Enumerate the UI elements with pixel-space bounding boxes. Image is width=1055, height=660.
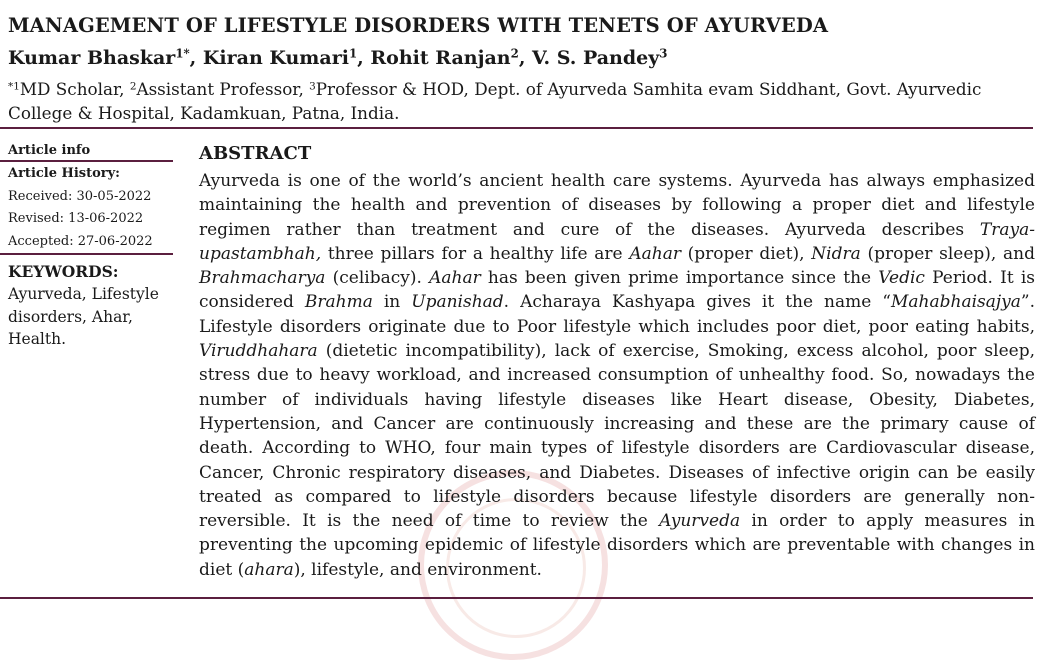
article-info-sidebar (8, 143, 168, 351)
abstract-text: (celibacy). (325, 268, 430, 289)
abstract-text: Ayurveda is one of the world’s ancient health care systems. Ayurveda has always emphasized maintaining the health and prevention of diseases by following a proper diet and lifestyle regimen rather than treatment and cure of the diseases. Ayurveda describes (199, 171, 1035, 240)
abstract-italic-term: Brahmacharya (199, 268, 326, 289)
keywords-heading: KEYWORDS: (8, 262, 119, 281)
abstract-italic-term: ahara (244, 559, 294, 580)
abstract-text: in order to apply measures in preventing the upcoming epidemic of lifestyle disorders which are preventable with changes in diet ( (199, 511, 1035, 580)
author-name: Rohit Ranjan (370, 47, 511, 69)
abstract-italic-term: Viruddhahara (199, 341, 318, 362)
keywords-list: Ayurveda, Lifestyle disorders, Ahar, Health. (8, 285, 159, 348)
author-affiliation-mark: 1* (175, 46, 190, 61)
author-name: V. S. Pandey (532, 47, 660, 69)
author-name: Kumar Bhaskar (8, 47, 176, 69)
received-date: Received: 30-05-2022 (8, 188, 152, 204)
abstract-italic-term: Nidra (811, 243, 861, 264)
abstract-heading: ABSTRACT (199, 143, 312, 164)
abstract-body (199, 169, 1035, 582)
abstract-text: in (372, 292, 412, 313)
author-affiliation-mark: 2 (510, 46, 519, 61)
abstract-italic-term: Brahma (304, 292, 373, 313)
author-affiliation-mark: 1 (348, 46, 358, 61)
abstract-italic-term: Vedic (878, 268, 925, 289)
header-divider (0, 127, 1033, 129)
abstract-italic-term: Traya-upastambhah, (199, 219, 1035, 264)
abstract-italic-term: Upanishad (411, 292, 504, 313)
author-affiliation-mark: 3 (659, 46, 668, 61)
article-info-heading: Article info (8, 143, 91, 158)
abstract-text: has been given prime importance since the (480, 268, 879, 289)
abstract-italic-term: Aahar (629, 243, 681, 264)
abstract-italic-term: Aahar (429, 268, 481, 289)
abstract-italic-term: Ayurveda (659, 511, 741, 532)
affiliations: $^{*1}$MD Scholar, $^2$Assistant Professor, $^3$Professor & HOD, Dept. of Ayurveda Samhita evam Siddhant, Govt. Ayurvedic College & Hospital, Kadamkuan, Patna, India. (8, 79, 982, 123)
article-info-divider (0, 160, 173, 162)
abstract-text: . Acharaya Kashyapa gives it the name “ (503, 292, 891, 313)
paper-title: MANAGEMENT OF LIFESTYLE DISORDERS WITH TENETS OF AYURVEDA (8, 14, 829, 37)
abstract-text: (dietetic incompatibility), lack of exercise, Smoking, excess alcohol, poor sleep, stress due to heavy workload, and increased consumption of unhealthy food. So, nowadays the number of individuals having lifestyle diseases like Heart disease, Obesity, Diabetes, Hypertension, and Cancer are continuously increasing and these are the primary cause of death. According to WHO, four main types of lifestyle disorders are Cardiovascular disease, Cancer, Chronic respiratory diseases, and Diabetes. Diseases of infective origin can be easily treated as compared to lifestyle disorders because lifestyle disorders are generally non-reversible. It is the need of time to review the (199, 341, 1035, 532)
article-history-label: Article History: (8, 166, 120, 181)
abstract-text: (proper diet), (680, 243, 812, 264)
abstract-text: ”. Lifestyle disorders originate due to Poor lifestyle which includes poor diet, poor eating habits, (199, 292, 1035, 337)
abstract-text: three pillars for a healthy life are (321, 243, 630, 264)
abstract-italic-term: Mahabhaisajya (890, 292, 1021, 313)
abstract-section (199, 141, 1035, 582)
keywords-divider (0, 253, 173, 255)
abstract-text: Period. It is considered (199, 268, 1035, 313)
author-name: Kiran Kumari (202, 47, 349, 69)
author-list: Kumar Bhaskar$^{1*}$, Kiran Kumari$^1$, Rohit Ranjan$^2$, V. S. Pandey$^3$ (8, 46, 668, 69)
abstract-text: ), lifestyle, and environment. (293, 559, 542, 580)
abstract-text: (proper sleep), and (860, 243, 1036, 264)
revised-date: Revised: 13-06-2022 (8, 211, 144, 226)
footer-divider (0, 597, 1033, 599)
accepted-date: Accepted: 27-06-2022 (8, 233, 153, 249)
